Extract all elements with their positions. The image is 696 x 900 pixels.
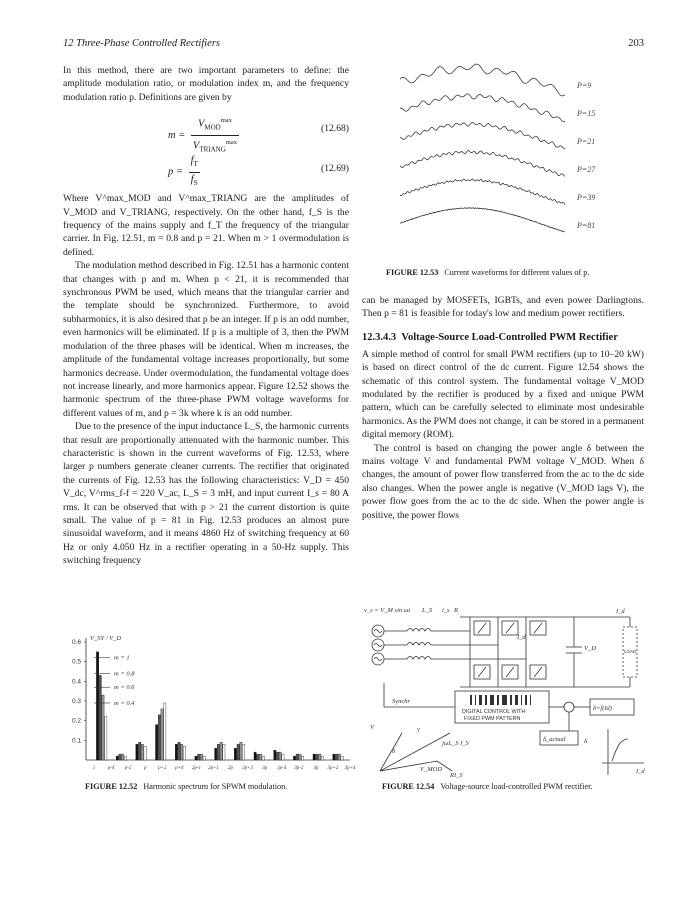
eq2-num-sub: T: [193, 160, 198, 169]
waveform-label-p15: P=15: [577, 109, 596, 118]
right-paragraph-1: can be managed by MOSFETs, IGBTs, and even power Darlingtons. Then p = 81 is feasible for today's low and medium power rectifiers.: [362, 295, 644, 320]
left-column: [63, 64, 349, 568]
eq2-number: (12.69): [321, 163, 349, 175]
delta-actual-label: δ_actual: [543, 736, 566, 743]
bar-m1-4: [175, 744, 177, 760]
figure-12-52: [60, 632, 360, 777]
equation-12-69: [63, 152, 349, 188]
bar-m06-12: [338, 754, 340, 760]
paragraph-1: In this method, there are two important parameters to define: the amplitude modulation ratio, or modulation index m, and the frequency modulation ratio p. Definitions are given by: [63, 65, 349, 103]
x-tick-label: 2p: [228, 766, 233, 771]
y-tick-label: 0.4: [71, 678, 81, 686]
bar-m1-10: [293, 756, 295, 760]
waveform-p39: [400, 179, 565, 205]
x-tick-label: 1: [92, 766, 96, 771]
paragraph-3: The modulation method described in Fig. 12.51 has a harmonic content that changes with p and m. When p < 21, it is recommended that synchronous PWM be used, which means that the triangular carrier and the template should be synchronized. Furthermore, to avoid subharmonics, it is also desired that p be an integer. If p is an odd number, even harmonics will be eliminated. If p is a multiple of 3, then the PWM modulation of the three phases will be identical. When m increases, the amplitude of the fundamental voltage increases proportionally, but some harmonics decrease. Under overmodulation, the fundamental voltage does not increase linearly, and more harmonics appear. Figure 12.52 shows the harmonic spectrum of the three-phase PWM voltage waveforms for different values of m, and p = 3k where k is an odd number.: [63, 260, 349, 419]
eq1-num-sub: MOD: [204, 123, 221, 132]
legend-entry: m = 0.6: [114, 684, 135, 692]
legend-entry: m = 0.8: [114, 670, 135, 678]
bar-m04-5: [203, 756, 205, 760]
page-number: 203: [628, 38, 644, 49]
waveform-label-p81: P=81: [577, 221, 596, 230]
figure-12-52-caption: [85, 782, 287, 791]
bar-m08-8: [257, 754, 259, 760]
x-tick-label: 3p: [262, 766, 268, 771]
id-axis-label: I_d: [636, 768, 645, 775]
source-label: v_s = V_M sin ωt: [364, 607, 411, 614]
y-tick-label: 0.6: [71, 639, 81, 646]
y-tick-label: 0.2: [71, 717, 81, 725]
bar-m04-2: [144, 746, 146, 760]
x-tick-label: p-2: [124, 766, 132, 771]
x-tick-label: 3p-2: [294, 766, 304, 771]
right-paragraph-3: The control is based on changing the power angle δ between the mains voltage V and fundamental PWM voltage V_MOD. When δ changes, the amount of power flow transferred from the ac to the dc side also changes. When the power angle is negative (V_MOD lags V), the power flow goes from the ac to the dc side. When the power angle is positive, the power flows: [362, 442, 644, 521]
waveform-p9: [400, 64, 565, 96]
x-tick-label: 3p-4: [277, 766, 287, 771]
eq2-den-sub: S: [193, 178, 198, 187]
y-label: y: [417, 726, 420, 733]
r-label: R: [454, 607, 458, 614]
v-phasor-label: V: [370, 724, 374, 731]
rls-label: RI_S: [450, 772, 463, 779]
eq2-fraction: [189, 154, 200, 190]
x-tick-label: 2p+1: [208, 766, 219, 771]
eq1-fraction: [191, 114, 239, 157]
eq1-den: V: [192, 140, 200, 152]
fig52-caption-number: FIGURE 12.52: [85, 782, 138, 791]
y-axis-label: V_SY / V_D: [90, 635, 122, 642]
bar-m08-7: [237, 744, 239, 760]
section-heading: [362, 331, 644, 344]
bar-m06-7: [240, 742, 242, 760]
figure-12-53: [392, 60, 622, 265]
bar-m1-2: [136, 744, 138, 760]
bar-m06-10: [299, 754, 301, 760]
eq1-den-sub: TRIANG: [199, 145, 226, 154]
bar-m1-7: [234, 748, 236, 760]
right-paragraph-2: A simple method of control for small PWM rectifiers (up to 10–20 kW) is based on direct control of the dc current. Figure 12.54 shows the schematic of this control system. The fundamental voltage V_MOD modulated by the rectifier is produced by a fixed and unique PWM pattern, which can be carefully selected to eliminate most undesirable harmonics. As the PWM does not change, it can be stored in a permanent digital memory (ROM).: [362, 348, 644, 441]
waveform-p81: [400, 208, 565, 232]
vd-label: V_D: [584, 645, 596, 652]
bar-m04-11: [321, 756, 323, 760]
id-load-label: I_d: [616, 608, 625, 615]
right-column: [362, 294, 644, 522]
bar-m06-5: [200, 754, 202, 760]
y-tick-label: 0.5: [71, 658, 81, 666]
bar-m08-2: [139, 742, 141, 760]
eq2-num: f: [190, 155, 194, 167]
fig53-caption-text: Current waveforms for different values of p.: [444, 268, 590, 277]
bar-m08-3: [158, 715, 160, 760]
waveform-label-p21: P=21: [577, 137, 596, 146]
section-title: Voltage-Source Load-Controlled PWM Rectifier: [401, 331, 618, 343]
id-label: I_d: [517, 634, 526, 641]
bar-m06-0: [102, 695, 104, 760]
bar-m1-5: [195, 756, 197, 760]
bar-m04-9: [282, 754, 284, 760]
bar-m06-8: [259, 754, 261, 760]
rectifier-schematic: [362, 603, 647, 779]
control-label-2: FIXED PWM PATTERN: [464, 716, 521, 722]
fig54-caption-text: Voltage-source load-controlled PWM rectifier.: [440, 782, 593, 791]
bar-m06-3: [161, 709, 163, 760]
bar-m06-6: [220, 742, 222, 760]
paragraph-4: Due to the presence of the input inductance L_S, the harmonic currents that result are proportionally attenuated with the harmonic number. This characteristic is shown in the current waveforms of Fig. 12.53, where larger p numbers generate cleaner currents. The rectifier that originated the currents of Fig. 12.53 has the following characteristics: V_D = 450 V_dc, V^rms_f-f = 220 V_ac, L_S = 3 mH, and input current I_s = 80 A rms. It can be observed that with p > 21 the current distortion is quite small. The value of p = 81 in Fig. 12.53 produces an almost pure sinusoidal waveform, and it means 4860 Hz of switching frequency at 60 Hz or only 4.050 Hz in a rectifier operating in a 50-Hz supply. This switching frequency: [63, 421, 349, 567]
eq1-lhs: m =: [168, 130, 186, 142]
eq1-den-sup: max: [225, 139, 237, 147]
bar-m08-9: [276, 752, 278, 760]
bar-m1-8: [254, 752, 256, 760]
current-waveforms-plot: [392, 60, 622, 265]
delta-function-label: δ=f(Id): [593, 705, 612, 712]
section-number: 12.3.4.3: [362, 331, 397, 343]
bar-m04-12: [341, 756, 343, 760]
waveform-p27: [400, 151, 565, 177]
x-tick-label: 3p: [313, 766, 319, 771]
bar-m1-6: [215, 748, 217, 760]
y-tick-label: 0.3: [71, 698, 81, 705]
harmonic-spectrum-chart: [60, 632, 360, 777]
bar-m1-0: [96, 652, 98, 760]
equation-12-68: [63, 112, 349, 154]
ls-label: L_S: [422, 607, 433, 614]
bar-m04-6: [223, 744, 225, 760]
bar-m1-9: [274, 750, 276, 760]
waveform-p15: [400, 94, 565, 122]
bar-m04-3: [164, 703, 166, 760]
waveform-label-p27: P=27: [577, 165, 596, 174]
bar-m08-5: [198, 754, 200, 760]
y-tick-label: 0.1: [71, 737, 81, 745]
x-tick-label: p+2: [158, 766, 167, 771]
waveform-label-p39: P=39: [577, 193, 596, 202]
bar-m1-11: [313, 754, 315, 760]
bar-m1-1: [116, 756, 118, 760]
bar-m04-10: [302, 756, 304, 760]
x-tick-label: 2p+3: [242, 766, 254, 771]
eq1-num: V: [197, 118, 205, 130]
figure-12-54-caption: [382, 782, 593, 791]
bar-m06-4: [181, 744, 183, 760]
eq1-num-sup: max: [220, 117, 232, 125]
bar-m08-6: [217, 744, 219, 760]
fig53-caption-number: FIGURE 12.53: [386, 268, 439, 277]
fig54-caption-number: FIGURE 12.54: [382, 782, 435, 791]
pwm-pattern: [470, 695, 531, 705]
eq2-lhs: p =: [168, 166, 183, 178]
bar-m04-0: [105, 717, 107, 760]
jwls-label: jωL_S I_S: [442, 740, 469, 747]
bar-m08-12: [335, 754, 337, 760]
bar-m08-11: [316, 754, 318, 760]
x-tick-label: p: [143, 766, 147, 771]
waveform-p21: [400, 122, 565, 148]
x-tick-label: p-4: [107, 766, 115, 771]
control-label-1: DIGITAL CONTROL WITH: [462, 709, 526, 715]
bar-m1-3: [156, 725, 158, 760]
bar-m06-2: [141, 744, 143, 760]
x-tick-label: 2p-1: [191, 766, 201, 771]
waveform-label-p9: P=9: [577, 81, 592, 90]
page-header: [63, 38, 644, 52]
ac-sources: [372, 617, 644, 775]
bar-m1-12: [333, 754, 335, 760]
eq2-den: f: [190, 173, 194, 185]
bar-m06-11: [319, 754, 321, 760]
vmod-phasor-label: V_MOD: [420, 766, 443, 773]
bar-m08-4: [178, 742, 180, 760]
bar-m04-4: [183, 746, 185, 760]
delta-phasor-label: δ: [392, 748, 396, 755]
legend-entry: m = 1: [114, 654, 130, 662]
is-label: i_s: [442, 607, 450, 614]
eq1-number: (12.68): [321, 123, 349, 135]
x-tick-label: 3p+4: [344, 766, 356, 771]
fig52-caption-text: Harmonic spectrum for SPWM modulation.: [143, 782, 288, 791]
bar-m08-0: [99, 675, 101, 760]
bar-m04-7: [242, 744, 244, 760]
x-tick-label: p+4: [175, 766, 184, 771]
figure-12-54: [362, 603, 647, 779]
bar-m06-1: [122, 754, 124, 760]
x-tick-label: 3p+2: [327, 766, 339, 771]
chapter-title: 12 Three-Phase Controlled Rectifiers: [63, 38, 220, 49]
legend-entry: m = 0.4: [114, 699, 135, 707]
figure-12-53-caption: [386, 268, 589, 277]
bar-m06-9: [279, 752, 281, 760]
bar-m08-10: [296, 754, 298, 760]
delta-label: δ: [584, 738, 588, 745]
bar-m04-8: [262, 756, 264, 760]
load-label: LOAD: [624, 649, 637, 654]
paragraph-2: Where V^max_MOD and V^max_TRIANG are the amplitudes of V_MOD and V_TRIANG, respectively. On the other hand, f_S is the frequency of the mains supply and f_T the frequency of the triangular carrier. In Fig. 12.51, m = 0.8 and p = 21. When m > 1 overmodulation is defined.: [63, 193, 349, 258]
bar-m04-1: [124, 756, 126, 760]
bar-m08-1: [119, 754, 121, 760]
synchr-label: Synchr: [392, 698, 411, 705]
